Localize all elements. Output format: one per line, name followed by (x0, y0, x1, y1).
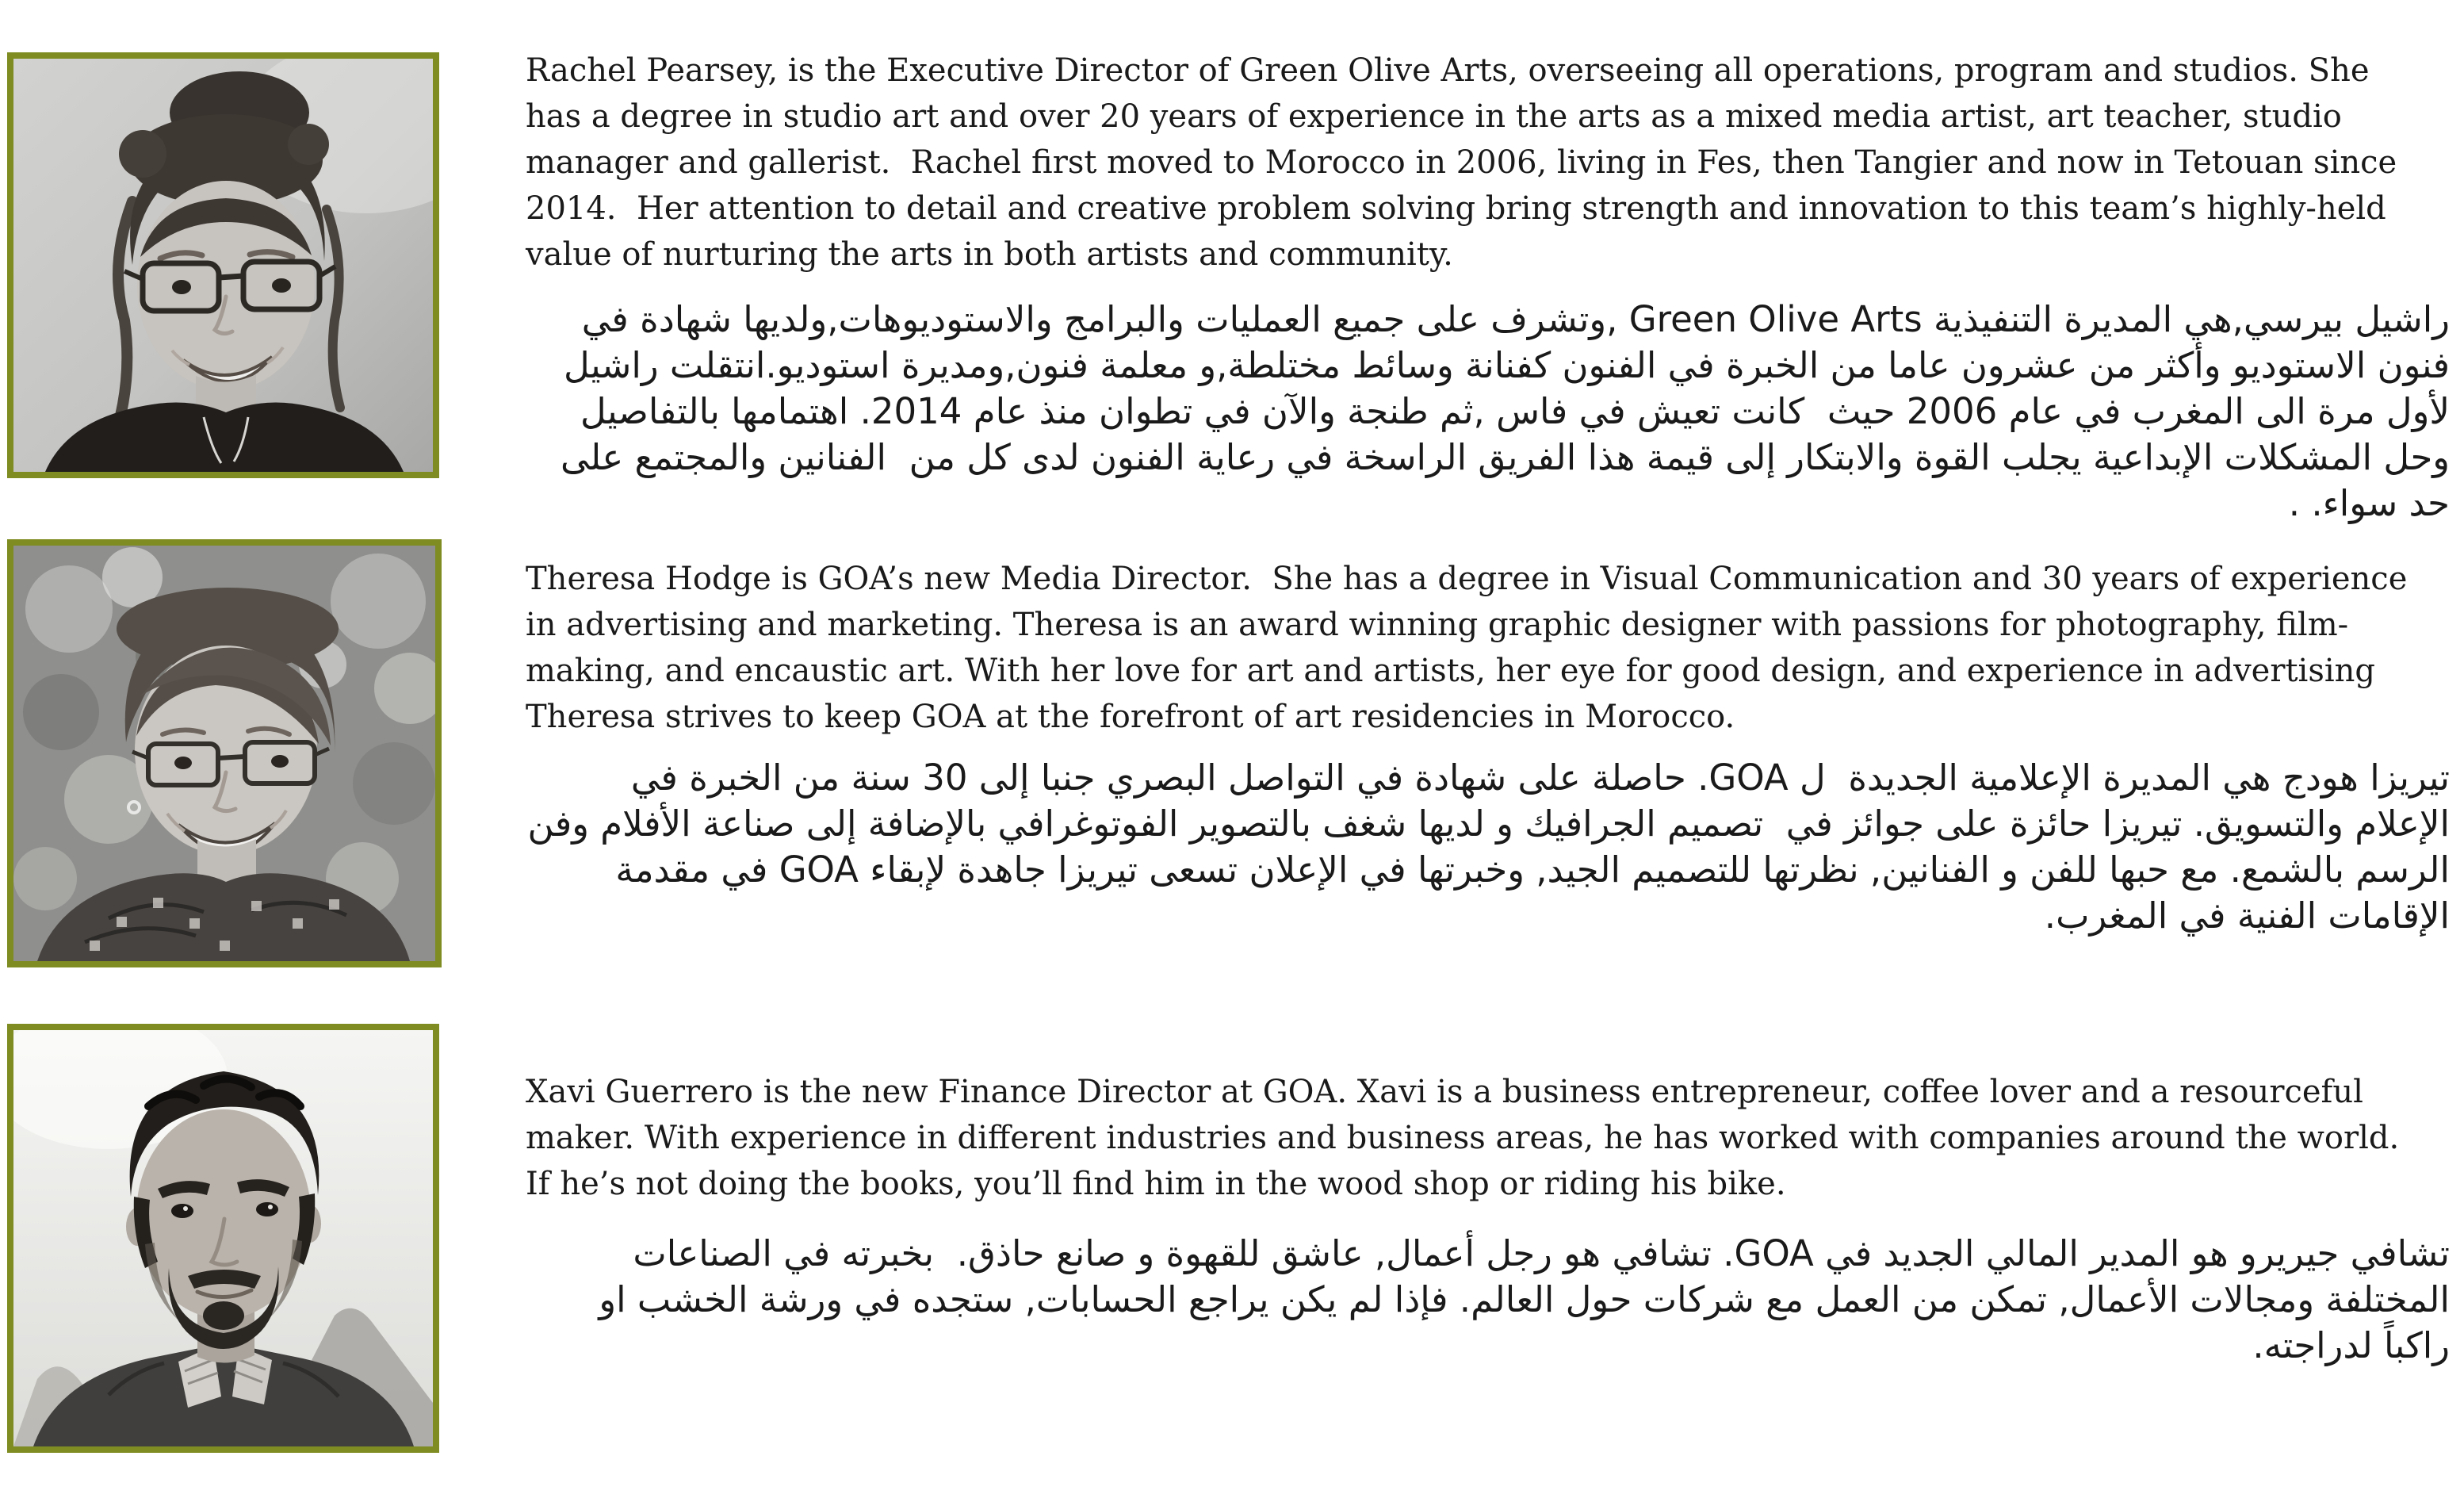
bio-english-xavi: Xavi Guerrero is the new Finance Director at GOA. Xavi is a business entrepreneur, coffee lover and a resourceful maker. With experience in different industries and business areas, he has worked with companies around the world. If he’s not doing the books, you’ll find him in the wood shop or riding his bike. (526, 1074, 2409, 1202)
bio-arabic-xavi: تشافي جيريرو هو المدير المالي الجديد في GOA. تشافي هو رجل أعمال, عاشق للقهوة و صانع حاذق. بخبرته في الصناعات المختلفة ومجالات الأعمال, تمكن من العمل مع شركات حول العالم. فإذا لم يكن يراجع الحسابات, ستجده في ورشة الخشب او راكباً لدراجته. (587, 1232, 2450, 1366)
portrait-photo-xavi-guerrero (7, 1024, 439, 1453)
bio-english-theresa: Theresa Hodge is GOA’s new Media Director. She has a degree in Visual Communication and 30 years of experience in advertising and marketing. Theresa is an award winning graphic designer with passions for photography, film-making, and encaustic art. With her love for art and artists, her eye for good design, and experience in advertising Theresa strives to keep GOA at the forefront of art residencies in Morocco. (526, 561, 2418, 735)
bio-english-rachel: Rachel Pearsey, is the Executive Director of Green Olive Arts, overseeing all operations, program and studios. She has a degree in studio art and over 20 years of experience in the arts as a mixed media artist, art teacher, studio manager and gallerist. Rachel first moved to Morocco in 2006, living in Fes, then Tangier and now in Tetouan since 2014. Her attention to detail and creative problem solving bring strength and innovation to this team’s highly-held value of nurturing the arts in both artists and community. (526, 52, 2407, 273)
rachel-portrait-image (13, 59, 433, 472)
portrait-photo-theresa-hodge (7, 539, 442, 967)
bio-arabic-rachel: راشيل بيرسي,هي المديرة التنفيذية Green Olive Arts ,وتشرف على جميع العمليات والبرامج والاستوديوهات,ولديها شهادة في فنون الاستوديو وأكثر من عشرون عاما من الخبرة في الفنون كفنانة وسائط مختلطة,و معلمة فنون,ومديرة استوديو.انتقلت راشيل لأول مرة الى المغرب في عام 2006 حيث كانت تعيش في فاس ,ثم طنجة والآن في تطوان منذ عام 2014. اهتمامها بالتفاصيل وحل المشكلات الإبداعية يجلب القوة والابتكار إلى قيمة هذا الفريق الراسخة في رعاية الفنون لدى كل من الفنانين والمجتمع على حد سواء. . (549, 298, 2450, 524)
bio-arabic-theresa: تيريزا هودج هي المديرة الإعلامية الجديدة ل GOA. حاصلة على شهادة في التواصل البصري جنبا إلى 30 سنة من الخبرة في الإعلام والتسويق. تيريزا حائزة على جوائز في تصميم الجرافيك و لديها شغف بالتصوير الفوتوغرافي بالإضافة إلى صناعة الأفلام وفن الرسم بالشمع. مع حبها للفن و الفنانين, نظرتها للتصميم الجيد, وخبرتها في الإعلان تسعى تيريزا جاهدة لإبقاء GOA في مقدمة الإقامات الفنية في المغرب. (516, 757, 2450, 937)
xavi-portrait-image (13, 1030, 433, 1446)
portrait-photo-rachel-pearsey (7, 52, 439, 478)
theresa-portrait-image (13, 546, 435, 961)
